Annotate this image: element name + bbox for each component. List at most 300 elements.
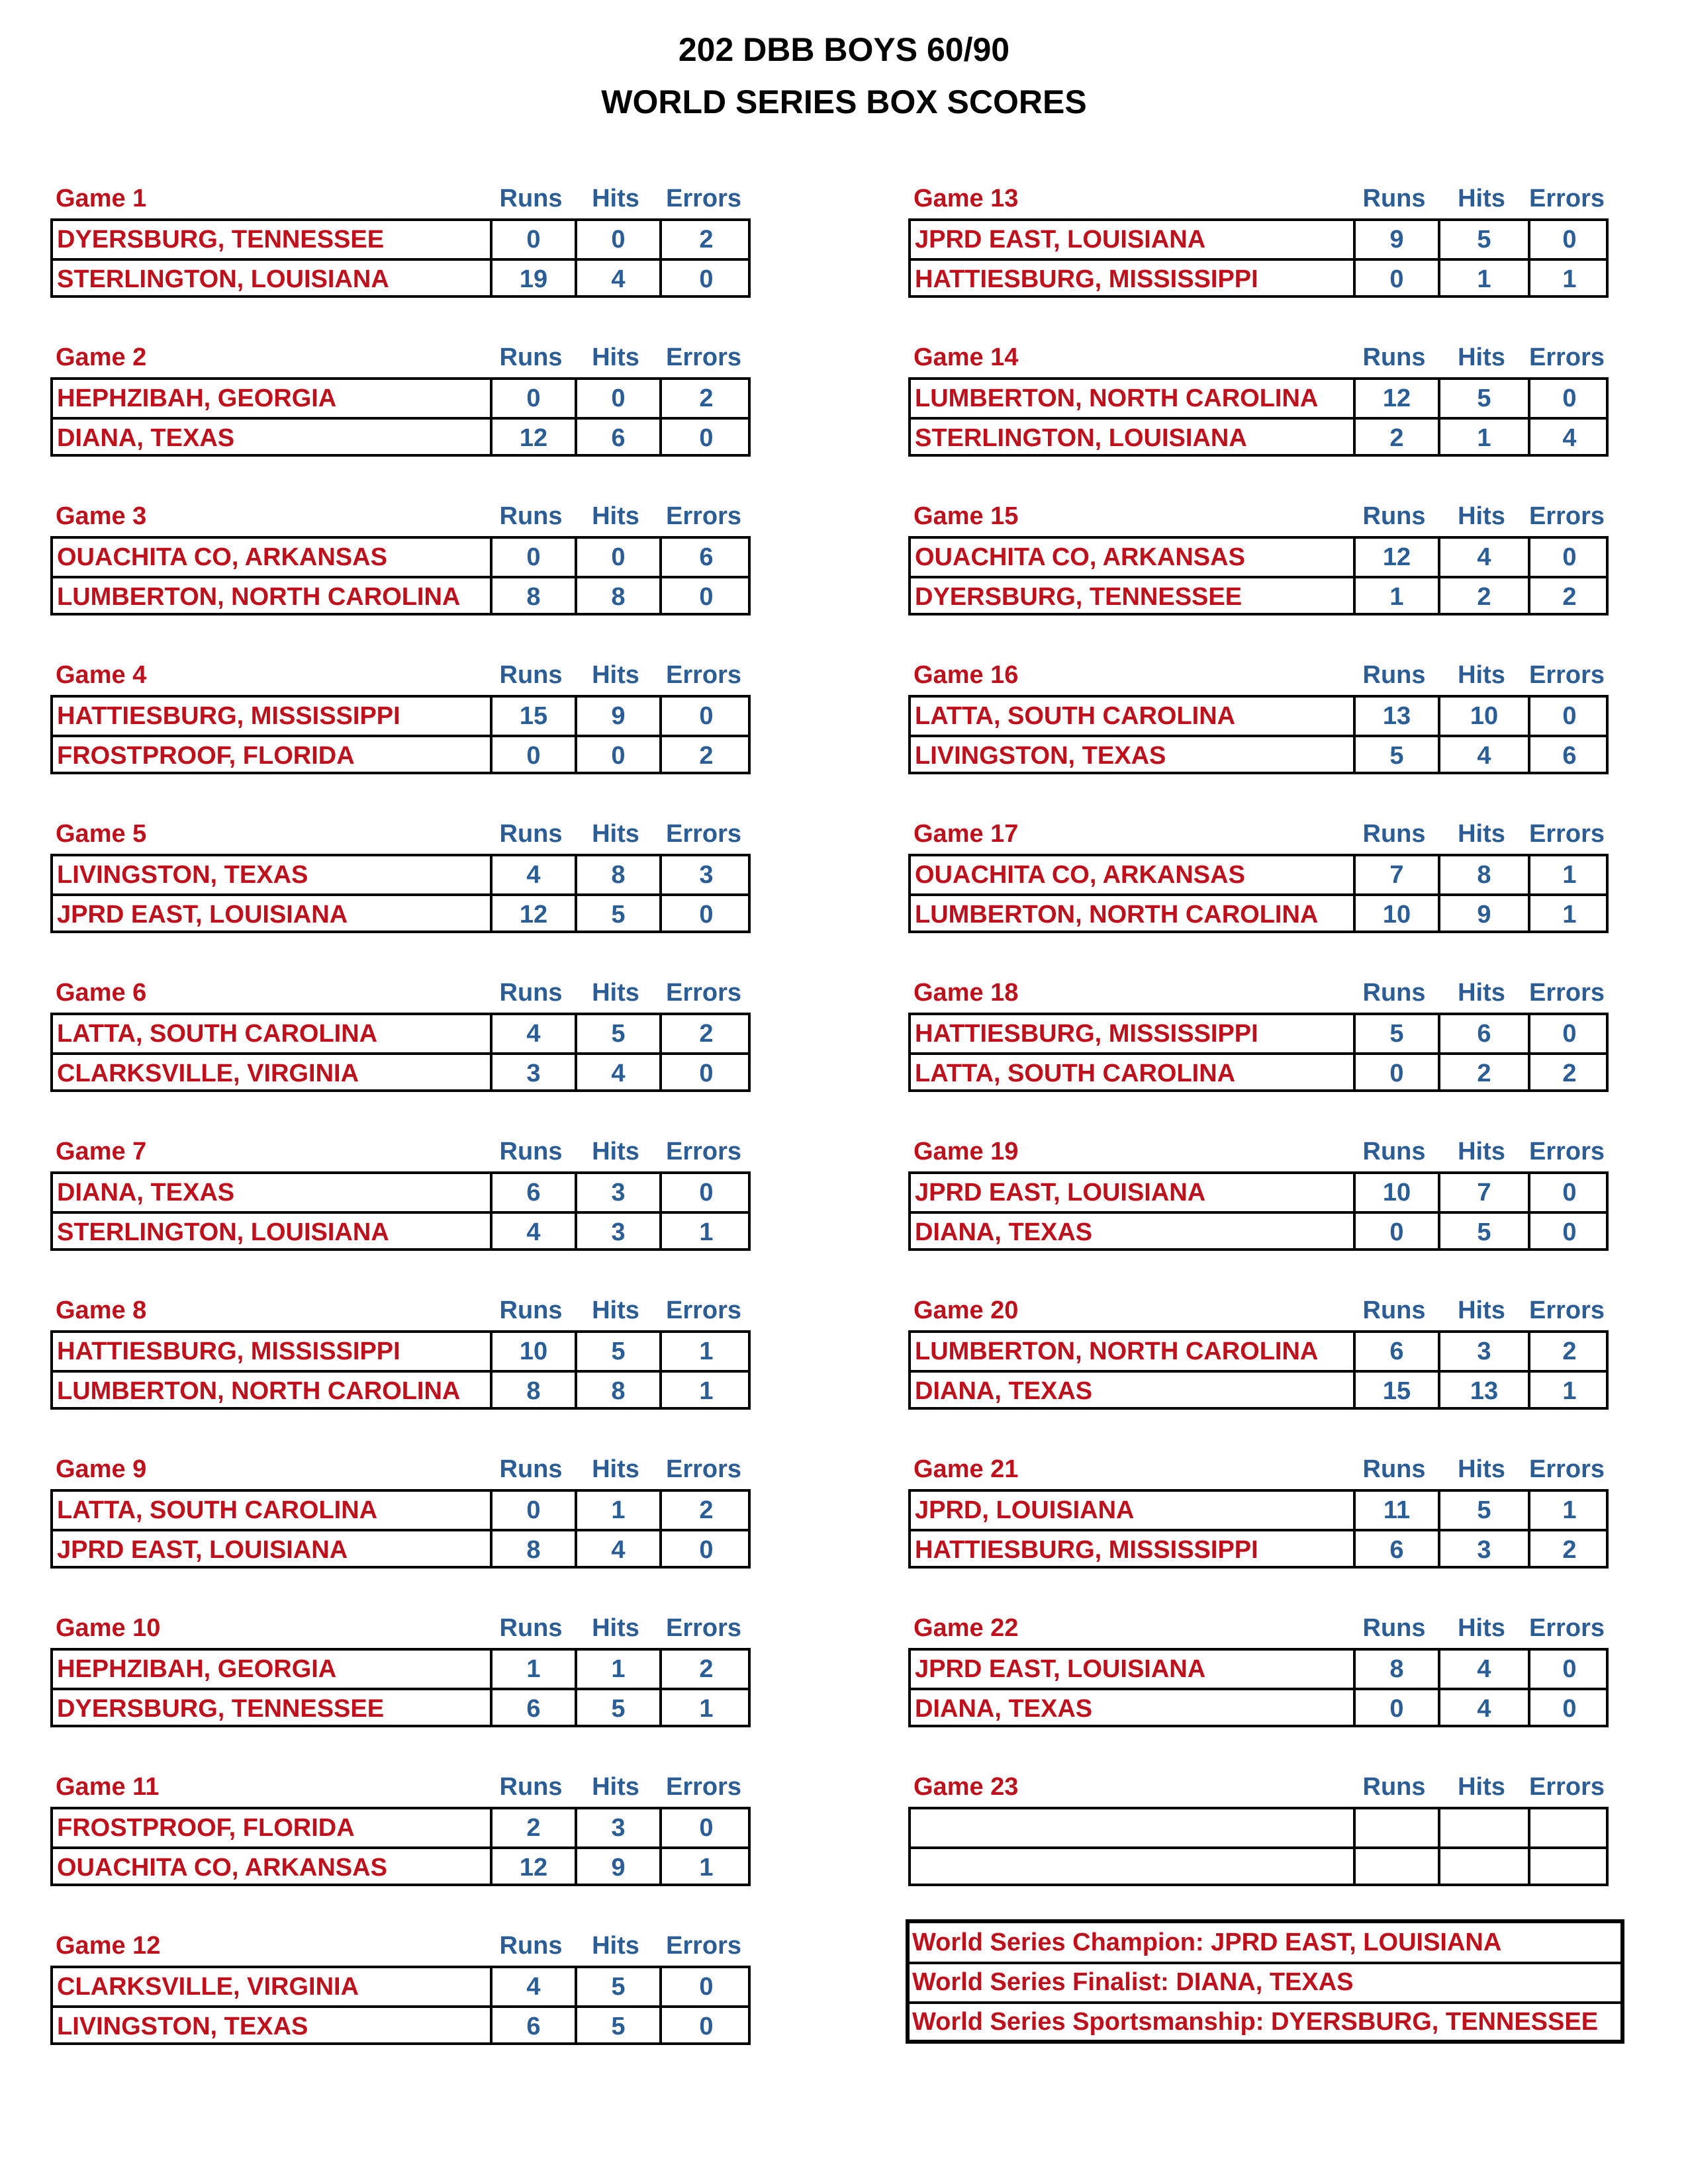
game-box-score: [908, 496, 1609, 611]
runs-cell: 10: [519, 1338, 548, 1365]
hits-header: Hits: [592, 185, 639, 212]
hits-cell: 5: [611, 2013, 626, 2040]
hits-header: Hits: [1458, 502, 1505, 530]
runs-header: Runs: [1362, 343, 1426, 371]
runs-cell: 8: [526, 1536, 541, 1564]
hits-header: Hits: [592, 1138, 639, 1165]
runs-cell: 0: [1389, 265, 1404, 293]
table-row: [53, 1690, 748, 1727]
hits-cell: 2: [1477, 583, 1491, 611]
errors-header: Errors: [665, 1614, 742, 1642]
hits-cell: 8: [611, 861, 626, 889]
page-subtitle: WORLD SERIES BOX SCORES: [601, 83, 1087, 120]
runs-cell: 0: [1389, 1218, 1404, 1246]
table-row: [911, 539, 1606, 576]
errors-cell: 0: [1562, 1655, 1577, 1683]
table-row: [911, 1333, 1606, 1370]
table-row: [911, 1015, 1606, 1052]
game-label: Game 22: [914, 1614, 1019, 1642]
hits-cell: 5: [1477, 226, 1491, 253]
errors-cell: 0: [1562, 226, 1577, 253]
runs-cell: 6: [526, 1695, 541, 1723]
game-label: Game 6: [56, 979, 147, 1007]
game-box-score: [50, 496, 751, 611]
runs-cell: 4: [526, 1973, 541, 2001]
table-row: [911, 1690, 1606, 1727]
table-row: [53, 737, 748, 774]
errors-cell: 6: [699, 543, 714, 571]
table-row: [911, 698, 1606, 735]
team-name: LATTA, SOUTH CAROLINA: [915, 702, 1236, 730]
hits-cell: 5: [611, 1695, 626, 1723]
team-name: LATTA, SOUTH CAROLINA: [57, 1496, 378, 1524]
game-box-score: [908, 1291, 1609, 1405]
runs-cell: 0: [1389, 1695, 1404, 1723]
game-box-score: [908, 1449, 1609, 1564]
runs-header: Runs: [499, 502, 563, 530]
runs-cell: 2: [1389, 424, 1404, 452]
runs-cell: 1: [526, 1655, 541, 1683]
runs-header: Runs: [499, 343, 563, 371]
score-table: [50, 218, 751, 298]
score-table: [908, 695, 1609, 774]
game-box-score: [50, 1926, 751, 2040]
game-label: Game 3: [56, 502, 147, 530]
score-table: [908, 377, 1609, 457]
team-name: STERLINGTON, LOUISIANA: [57, 265, 389, 293]
runs-cell: 10: [1382, 1179, 1411, 1206]
game-label: Game 10: [56, 1614, 161, 1642]
runs-header: Runs: [1362, 820, 1426, 848]
team-name: OUACHITA CO, ARKANSAS: [57, 543, 387, 571]
team-name: LIVINGSTON, TEXAS: [57, 2013, 308, 2040]
runs-cell: 8: [1389, 1655, 1404, 1683]
errors-cell: 0: [1562, 385, 1577, 412]
hits-cell: 3: [611, 1814, 626, 1842]
hits-cell: [1440, 1809, 1528, 1846]
errors-cell: 1: [1562, 1377, 1577, 1405]
hits-cell: 5: [611, 901, 626, 929]
errors-cell: 2: [1562, 583, 1577, 611]
team-name: DYERSBURG, TENNESSEE: [57, 1695, 385, 1723]
hits-cell: 9: [611, 702, 626, 730]
errors-cell: 2: [699, 742, 714, 770]
hits-cell: 7: [1477, 1179, 1491, 1206]
team-name: DYERSBURG, TENNESSEE: [915, 583, 1243, 611]
hits-cell: 3: [1477, 1536, 1491, 1564]
table-row: [53, 1651, 748, 1688]
errors-header: Errors: [665, 343, 742, 371]
errors-cell: 2: [699, 1655, 714, 1683]
hits-cell: 5: [611, 1973, 626, 2001]
table-row: [911, 1174, 1606, 1211]
game-label: Game 17: [914, 820, 1019, 848]
hits-cell: 0: [611, 543, 626, 571]
runs-header: Runs: [499, 820, 563, 848]
game-box-score: [908, 814, 1609, 929]
runs-cell: 15: [1382, 1377, 1411, 1405]
errors-cell: 0: [699, 901, 714, 929]
errors-cell: 2: [1562, 1338, 1577, 1365]
game-label: Game 21: [914, 1455, 1019, 1483]
runs-header: Runs: [1362, 1297, 1426, 1324]
errors-cell: 2: [1562, 1060, 1577, 1087]
runs-cell: 0: [1389, 1060, 1404, 1087]
errors-header: Errors: [1528, 661, 1605, 689]
table-row: [911, 856, 1606, 893]
game-box-score: [908, 1767, 1609, 1873]
errors-header: Errors: [1528, 185, 1605, 212]
game-label: Game 2: [56, 343, 147, 371]
table-row: [53, 2008, 748, 2045]
hits-header: Hits: [1458, 661, 1505, 689]
table-row: [911, 261, 1606, 298]
table-row: [53, 1968, 748, 2005]
team-name: STERLINGTON, LOUISIANA: [915, 424, 1247, 452]
errors-cell: 0: [1562, 702, 1577, 730]
hits-cell: 4: [611, 1536, 626, 1564]
table-row: [911, 420, 1606, 457]
team-name: DYERSBURG, TENNESSEE: [57, 226, 385, 253]
errors-cell: 2: [699, 385, 714, 412]
runs-cell: 12: [519, 424, 548, 452]
runs-header: Runs: [499, 1297, 563, 1324]
hits-cell: [1440, 1849, 1528, 1886]
runs-cell: 6: [1389, 1338, 1404, 1365]
runs-cell: [1356, 1849, 1438, 1886]
hits-cell: 4: [611, 1060, 626, 1087]
table-row: [53, 221, 748, 258]
team-name: HATTIESBURG, MISSISSIPPI: [57, 702, 400, 730]
hits-cell: 4: [1477, 1655, 1491, 1683]
team-name: DIANA, TEXAS: [915, 1377, 1093, 1405]
runs-cell: 11: [1383, 1496, 1411, 1524]
team-name: JPRD EAST, LOUISIANA: [57, 1536, 348, 1564]
errors-cell: 1: [699, 1695, 714, 1723]
score-table: [50, 854, 751, 933]
runs-header: Runs: [1362, 185, 1426, 212]
runs-cell: 0: [526, 1496, 541, 1524]
table-row: [911, 737, 1606, 774]
table-row: [911, 1492, 1606, 1529]
errors-cell: 2: [699, 1020, 714, 1048]
table-row: [53, 1809, 748, 1846]
runs-cell: 12: [519, 1854, 548, 1882]
errors-header: Errors: [665, 1297, 742, 1324]
runs-cell: 4: [526, 861, 541, 889]
game-box-score: [50, 1767, 751, 1882]
errors-header: Errors: [665, 185, 742, 212]
table-row: [911, 221, 1606, 258]
table-row: [53, 896, 748, 933]
errors-header: Errors: [1528, 343, 1605, 371]
page-title: 202 DBB BOYS 60/90: [678, 31, 1010, 68]
runs-header: Runs: [1362, 979, 1426, 1007]
runs-cell: 6: [526, 2013, 541, 2040]
hits-header: Hits: [1458, 1138, 1505, 1165]
runs-cell: 6: [1389, 1536, 1404, 1564]
hits-cell: 8: [1477, 861, 1491, 889]
hits-cell: 5: [1477, 1496, 1491, 1524]
errors-cell: 0: [699, 1060, 714, 1087]
errors-header: Errors: [665, 502, 742, 530]
team-name: HATTIESBURG, MISSISSIPPI: [915, 1536, 1258, 1564]
team-name: OUACHITA CO, ARKANSAS: [57, 1854, 387, 1882]
table-row: [911, 1055, 1606, 1092]
runs-cell: 0: [526, 543, 541, 571]
table-row: [53, 420, 748, 457]
runs-header: Runs: [1362, 502, 1426, 530]
hits-header: Hits: [1458, 1297, 1505, 1324]
table-row: [911, 578, 1606, 615]
hits-cell: 13: [1470, 1377, 1499, 1405]
runs-header: Runs: [499, 1138, 563, 1165]
game-label: Game 14: [914, 343, 1019, 371]
hits-header: Hits: [1458, 1773, 1505, 1801]
game-label: Game 20: [914, 1297, 1019, 1324]
score-table: [50, 1013, 751, 1092]
runs-cell: 0: [526, 742, 541, 770]
runs-cell: 15: [519, 702, 548, 730]
errors-cell: [1530, 1849, 1609, 1886]
game-box-score: [50, 655, 751, 770]
team-name: LUMBERTON, NORTH CAROLINA: [57, 1377, 461, 1405]
game-box-score: [50, 1608, 751, 1723]
hits-header: Hits: [592, 1614, 639, 1642]
table-row: [911, 896, 1606, 933]
hits-header: Hits: [592, 661, 639, 689]
score-table: [908, 1013, 1609, 1092]
table-row: [911, 1809, 1606, 1846]
runs-header: Runs: [499, 661, 563, 689]
game-box-score: [50, 814, 751, 929]
errors-header: Errors: [1528, 820, 1605, 848]
errors-cell: 1: [1562, 1496, 1577, 1524]
errors-cell: 0: [699, 424, 714, 452]
score-table: [908, 218, 1609, 298]
score-table: [908, 1489, 1609, 1569]
game-label: Game 16: [914, 661, 1019, 689]
hits-header: Hits: [592, 502, 639, 530]
errors-header: Errors: [1528, 1138, 1605, 1165]
hits-header: Hits: [1458, 185, 1505, 212]
runs-cell: 2: [526, 1814, 541, 1842]
hits-cell: 3: [611, 1179, 626, 1206]
game-box-score: [50, 338, 751, 452]
hits-cell: 2: [1477, 1060, 1491, 1087]
errors-header: Errors: [1528, 1455, 1605, 1483]
errors-cell: 0: [1562, 1020, 1577, 1048]
score-table: [908, 1330, 1609, 1410]
errors-cell: [1530, 1809, 1609, 1846]
game-label: Game 7: [56, 1138, 147, 1165]
hits-cell: 3: [611, 1218, 626, 1246]
score-table: [50, 1171, 751, 1251]
runs-cell: [1356, 1809, 1438, 1846]
errors-header: Errors: [1528, 1614, 1605, 1642]
game-label: Game 13: [914, 185, 1019, 212]
table-row: [53, 856, 748, 893]
team-name: HEPHZIBAH, GEORGIA: [57, 1655, 337, 1683]
game-box-score: [908, 1608, 1609, 1723]
team-name: HATTIESBURG, MISSISSIPPI: [915, 265, 1258, 293]
game-label: Game 1: [56, 185, 147, 212]
score-table: [50, 695, 751, 774]
team-name: OUACHITA CO, ARKANSAS: [915, 543, 1245, 571]
runs-cell: 13: [1382, 702, 1411, 730]
errors-cell: 2: [1562, 1536, 1577, 1564]
hits-header: Hits: [1458, 1455, 1505, 1483]
errors-header: Errors: [665, 1932, 742, 1960]
runs-cell: 0: [526, 385, 541, 412]
errors-cell: 1: [1562, 861, 1577, 889]
game-box-score: [908, 338, 1609, 452]
table-row: [911, 1849, 1606, 1886]
hits-header: Hits: [592, 979, 639, 1007]
hits-cell: 5: [1477, 385, 1491, 412]
errors-cell: 0: [699, 265, 714, 293]
team-name: DIANA, TEXAS: [915, 1695, 1093, 1723]
hits-header: Hits: [592, 820, 639, 848]
game-box-score: [908, 973, 1609, 1087]
team-name: LIVINGSTON, TEXAS: [915, 742, 1166, 770]
game-box-score: [50, 179, 751, 293]
hits-cell: 6: [1477, 1020, 1491, 1048]
runs-cell: 12: [1382, 385, 1411, 412]
score-table: [50, 1330, 751, 1410]
runs-cell: 19: [519, 265, 548, 293]
score-table: [908, 1648, 1609, 1727]
errors-header: Errors: [665, 1455, 742, 1483]
award-champion: World Series Champion: JPRD EAST, LOUISIANA: [912, 1929, 1502, 1956]
score-table: [50, 536, 751, 615]
award-sportsmanship: World Series Sportsmanship: DYERSBURG, TENNESSEE: [912, 2008, 1599, 2036]
game-box-score: [908, 179, 1609, 293]
runs-header: Runs: [1362, 1138, 1426, 1165]
team-name: FROSTPROOF, FLORIDA: [57, 1814, 355, 1842]
errors-cell: 0: [1562, 1695, 1577, 1723]
runs-cell: 5: [1389, 1020, 1404, 1048]
score-table: [908, 1171, 1609, 1251]
table-row: [53, 261, 748, 298]
runs-header: Runs: [1362, 1614, 1426, 1642]
runs-cell: 8: [526, 583, 541, 611]
runs-cell: 4: [526, 1020, 541, 1048]
runs-cell: 4: [526, 1218, 541, 1246]
errors-cell: 0: [699, 702, 714, 730]
team-name: LUMBERTON, NORTH CAROLINA: [57, 583, 461, 611]
hits-cell: 4: [1477, 543, 1491, 571]
table-row: [53, 1015, 748, 1052]
errors-header: Errors: [665, 820, 742, 848]
errors-cell: 1: [699, 1854, 714, 1882]
runs-header: Runs: [499, 1773, 563, 1801]
hits-header: Hits: [592, 1455, 639, 1483]
hits-cell: 9: [1477, 901, 1491, 929]
errors-cell: 1: [699, 1377, 714, 1405]
team-name: LIVINGSTON, TEXAS: [57, 861, 308, 889]
errors-header: Errors: [1528, 1297, 1605, 1324]
score-table: [50, 1807, 751, 1886]
table-row: [53, 698, 748, 735]
game-label: Game 8: [56, 1297, 147, 1324]
hits-cell: 10: [1470, 702, 1499, 730]
game-label: Game 19: [914, 1138, 1019, 1165]
runs-cell: 10: [1382, 901, 1411, 929]
hits-cell: 4: [611, 265, 626, 293]
table-row: [911, 1651, 1606, 1688]
team-name: JPRD EAST, LOUISIANA: [915, 226, 1206, 253]
errors-cell: 0: [699, 2013, 714, 2040]
errors-header: Errors: [665, 979, 742, 1007]
hits-cell: 1: [1477, 424, 1491, 452]
team-name: DIANA, TEXAS: [57, 424, 235, 452]
score-table: [908, 854, 1609, 933]
errors-cell: 2: [699, 1496, 714, 1524]
team-name: LUMBERTON, NORTH CAROLINA: [915, 901, 1319, 929]
runs-header: Runs: [499, 1932, 563, 1960]
errors-header: Errors: [1528, 1773, 1605, 1801]
runs-header: Runs: [1362, 1455, 1426, 1483]
awards-box: [906, 1919, 1624, 2044]
game-label: Game 9: [56, 1455, 147, 1483]
runs-cell: 8: [526, 1377, 541, 1405]
errors-cell: 1: [699, 1338, 714, 1365]
runs-cell: 12: [1382, 543, 1411, 571]
game-label: Game 4: [56, 661, 147, 689]
hits-header: Hits: [592, 1773, 639, 1801]
errors-header: Errors: [1528, 979, 1605, 1007]
errors-cell: 2: [699, 226, 714, 253]
table-row: [911, 1373, 1606, 1410]
runs-header: Runs: [499, 979, 563, 1007]
runs-cell: 0: [526, 226, 541, 253]
team-name: CLARKSVILLE, VIRGINIA: [57, 1060, 359, 1087]
runs-header: Runs: [499, 1455, 563, 1483]
team-name: OUACHITA CO, ARKANSAS: [915, 861, 1245, 889]
hits-cell: 8: [611, 583, 626, 611]
hits-cell: 4: [1477, 1695, 1491, 1723]
runs-cell: 1: [1389, 583, 1404, 611]
table-row: [53, 1174, 748, 1211]
team-name: JPRD EAST, LOUISIANA: [57, 901, 348, 929]
errors-cell: 3: [699, 861, 714, 889]
table-row: [53, 1055, 748, 1092]
hits-header: Hits: [592, 1932, 639, 1960]
hits-header: Hits: [1458, 1614, 1505, 1642]
hits-cell: 5: [1477, 1218, 1491, 1246]
team-name: HATTIESBURG, MISSISSIPPI: [915, 1020, 1258, 1048]
errors-header: Errors: [1528, 502, 1605, 530]
runs-header: Runs: [1362, 1773, 1426, 1801]
game-label: Game 23: [914, 1773, 1019, 1801]
team-name: JPRD, LOUISIANA: [915, 1496, 1135, 1524]
errors-header: Errors: [665, 1138, 742, 1165]
game-box-score: [908, 655, 1609, 770]
hits-header: Hits: [1458, 979, 1505, 1007]
team-name: HEPHZIBAH, GEORGIA: [57, 385, 337, 412]
score-table: [50, 377, 751, 457]
game-label: Game 15: [914, 502, 1019, 530]
errors-cell: 6: [1562, 742, 1577, 770]
game-box-score: [50, 1291, 751, 1405]
team-name: DIANA, TEXAS: [57, 1179, 235, 1206]
hits-cell: 8: [611, 1377, 626, 1405]
runs-cell: 3: [526, 1060, 541, 1087]
table-row: [911, 1531, 1606, 1569]
table-row: [53, 380, 748, 417]
hits-header: Hits: [592, 343, 639, 371]
